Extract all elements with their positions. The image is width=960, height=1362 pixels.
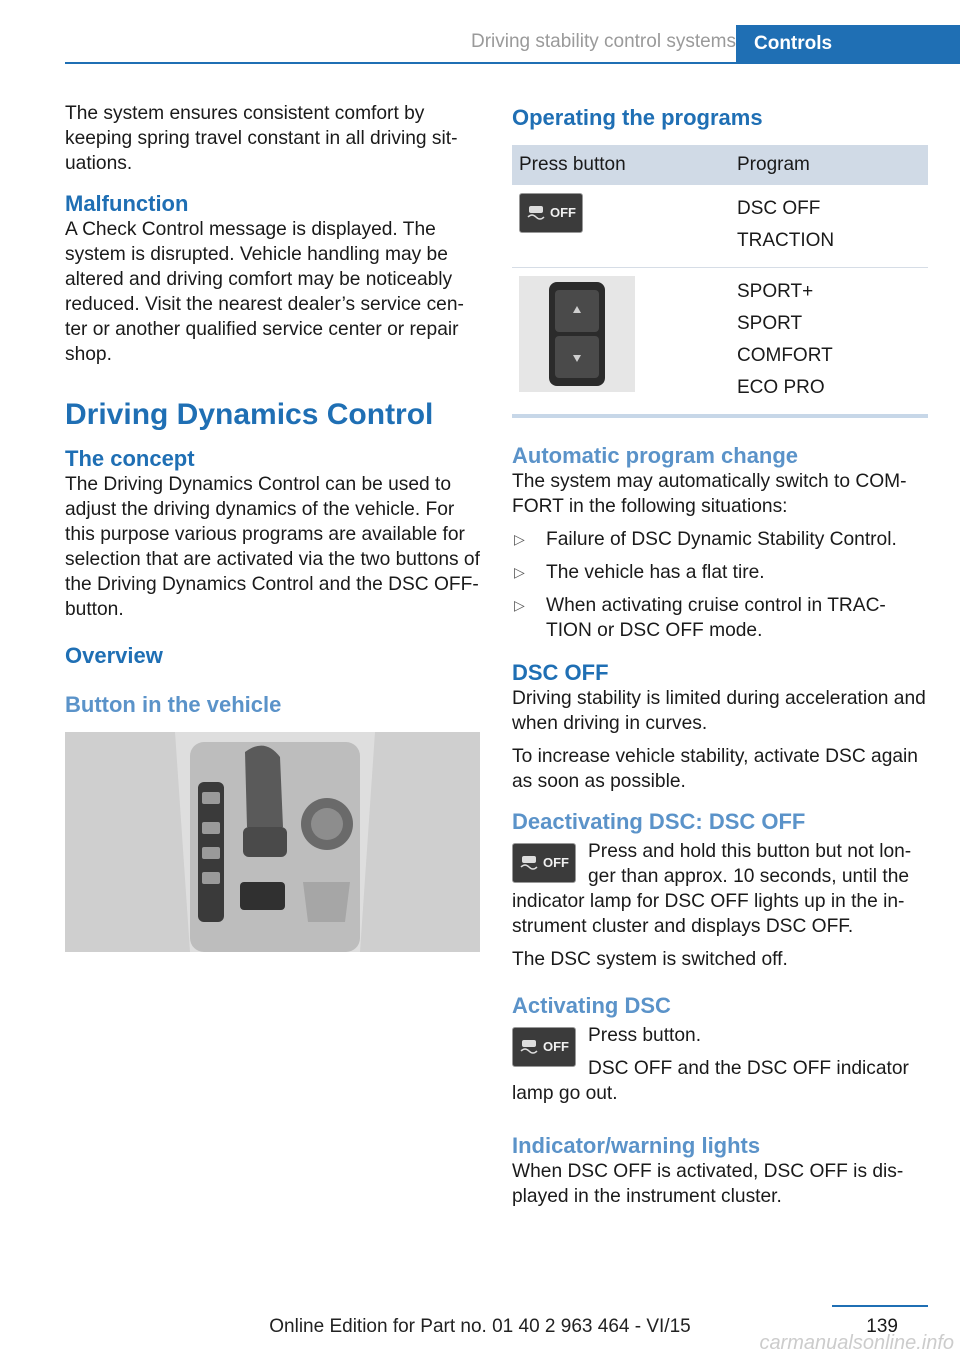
operating-heading: Operating the programs bbox=[512, 105, 763, 130]
table-cell bbox=[730, 185, 928, 268]
dsc-off-heading: DSC OFF bbox=[512, 660, 609, 685]
skid-car-icon bbox=[519, 852, 539, 872]
deactivating-result: The DSC system is switched off. bbox=[512, 949, 788, 970]
column-header-program: Program bbox=[730, 145, 928, 185]
indicator-paragraph: When DSC OFF is activated, DSC OFF is dis‐played in the instrument cluster. bbox=[512, 1161, 904, 1207]
table-cell bbox=[512, 268, 730, 417]
concept-heading: The concept bbox=[65, 446, 195, 471]
program-name: ECO PRO bbox=[737, 377, 825, 398]
center-console-image bbox=[65, 732, 480, 952]
intro-paragraph: The system ensures consistent comfort by keeping spring travel constant in all driving sit‐uations. bbox=[65, 103, 458, 174]
program-name: TRACTION bbox=[737, 230, 835, 251]
auto-change-heading: Automatic program change bbox=[512, 443, 799, 468]
activating-paragraph: Press button. bbox=[588, 1025, 702, 1046]
program-name: COMFORT bbox=[737, 345, 833, 366]
table-row bbox=[512, 268, 928, 417]
program-name: DSC OFF bbox=[737, 198, 821, 219]
malfunction-paragraph: A Check Control message is displayed. The system is disrupted. Vehicle handling may be altered and driving comfort may be noticeably reduced. Visit the nearest dealer’s service cen‐ter or another qualified service center or repair shop. bbox=[65, 219, 464, 365]
footer-rule bbox=[832, 1305, 928, 1307]
deactivating-heading: Deactivating DSC: DSC OFF bbox=[512, 809, 806, 834]
right-column bbox=[512, 101, 928, 1217]
dsc-off-paragraph: Driving stability is limited during acceleration and when driving in curves. bbox=[512, 688, 926, 734]
off-label: OFF bbox=[543, 1039, 569, 1054]
button-in-vehicle-heading: Button in the vehicle bbox=[65, 692, 282, 717]
list-item: ▷ Failure of DSC Dynamic Stability Control. bbox=[514, 529, 897, 550]
table-cell bbox=[512, 185, 730, 268]
section-title: Driving stability control systems bbox=[470, 31, 736, 52]
activating-block bbox=[512, 1023, 928, 1106]
watermark: carmanualsonline.info bbox=[759, 1332, 954, 1354]
chapter-tab: Controls bbox=[736, 25, 960, 62]
deactivating-block bbox=[512, 839, 928, 939]
list-item: ▷ The vehicle has a flat tire. bbox=[514, 562, 765, 583]
page-header bbox=[65, 25, 960, 64]
skid-car-icon bbox=[526, 202, 546, 222]
dsc-off-paragraph-2: To increase vehicle stability, activate DSC again as soon as possible. bbox=[512, 746, 918, 792]
overview-heading: Overview bbox=[65, 643, 163, 668]
off-label: OFF bbox=[543, 855, 569, 870]
auto-change-paragraph: The system may automatically switch to COM‐FORT in the following situations: bbox=[512, 471, 907, 517]
bullet-marker: ▷ bbox=[514, 531, 525, 547]
table-row bbox=[512, 185, 928, 268]
bullet-marker: ▷ bbox=[514, 597, 525, 613]
program-name: SPORT+ bbox=[737, 281, 814, 302]
dsc-off-button-icon bbox=[512, 1027, 576, 1067]
ddc-heading: Driving Dynamics Control bbox=[65, 398, 434, 431]
dsc-off-button-icon bbox=[512, 843, 576, 883]
ddc-rocker-button-icon bbox=[519, 276, 635, 392]
column-header-press-button: Press button bbox=[512, 145, 730, 185]
bullet-marker: ▷ bbox=[514, 564, 525, 580]
deactivating-paragraph: Press and hold this button but not lon‐ger than approx. 10 seconds, until the indicator lamp for DSC OFF lights up in the in‐strument cluster and displays DSC OFF. bbox=[512, 841, 912, 937]
program-name: SPORT bbox=[737, 313, 803, 334]
list-item: ▷ When activating cruise control in TRAC‐TION or DSC OFF mode. bbox=[514, 595, 886, 641]
malfunction-heading: Malfunction bbox=[65, 191, 189, 216]
auto-change-list bbox=[512, 527, 928, 643]
concept-paragraph: The Driving Dynamics Control can be used to adjust the driving dynamics of the vehicle. For this purpose various programs are available for selection that are activated via the two buttons of the Driving Dynamics Control and the DSC OFF-button. bbox=[65, 474, 480, 620]
programs-table bbox=[512, 145, 928, 418]
activating-paragraph-2: DSC OFF and the DSC OFF indicator lamp go out. bbox=[512, 1058, 909, 1104]
table-cell bbox=[730, 268, 928, 417]
left-column bbox=[65, 101, 480, 952]
page-number: 139 bbox=[866, 1316, 898, 1337]
skid-car-icon bbox=[519, 1036, 539, 1056]
activating-heading: Activating DSC bbox=[512, 993, 671, 1018]
dsc-off-button-icon bbox=[519, 193, 583, 233]
online-edition-note: Online Edition for Part no. 01 40 2 963 464 - VI/15 bbox=[269, 1316, 691, 1337]
indicator-heading: Indicator/warning lights bbox=[512, 1133, 761, 1158]
off-label: OFF bbox=[550, 205, 576, 220]
center-console-illustration bbox=[65, 732, 480, 952]
